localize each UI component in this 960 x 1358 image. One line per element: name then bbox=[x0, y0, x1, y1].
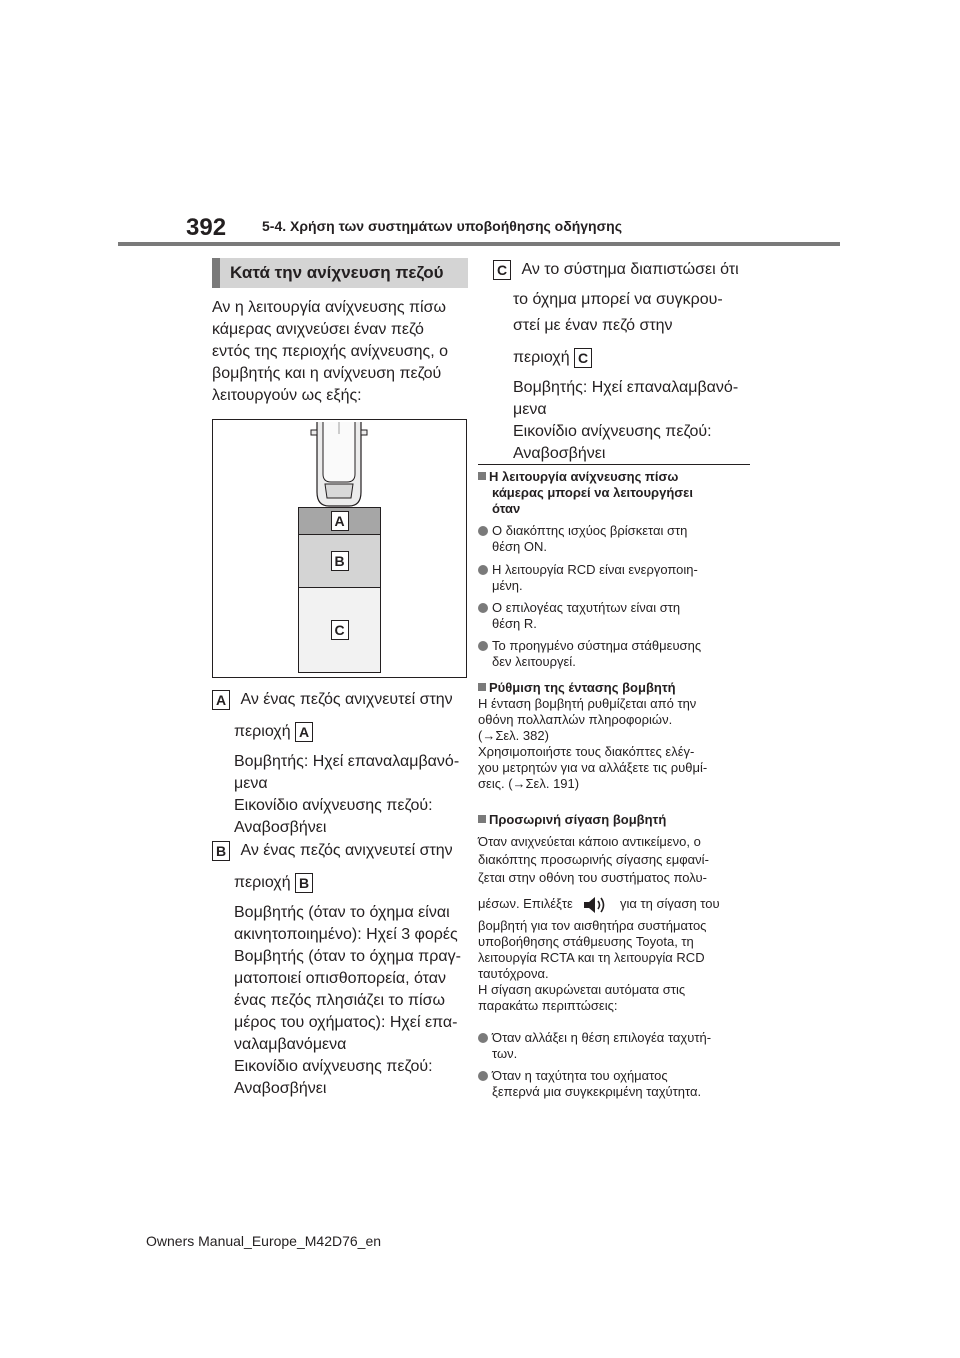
item-c-badge: C bbox=[493, 260, 511, 280]
header-rule bbox=[118, 242, 840, 246]
condition-bullet: Η λειτουργία RCD είναι ενεργοποιη- μένη. bbox=[478, 562, 757, 594]
zone-c bbox=[298, 587, 381, 673]
item-b-badge: B bbox=[212, 841, 230, 861]
square-marker-icon bbox=[478, 472, 486, 480]
page-reference-link[interactable]: (→Σελ. 382) bbox=[478, 728, 549, 743]
page-number: 392 bbox=[186, 214, 227, 241]
mute-bullet: Όταν η ταχύτητα του οχήματος ξεπερνά μια συγκεκριμένη ταχύτητα. bbox=[478, 1068, 764, 1100]
condition-bullet: Ο επιλογέας ταχυτήτων είναι στη θέση R. bbox=[478, 600, 757, 632]
subsection-rule bbox=[478, 464, 750, 465]
zone-a bbox=[298, 507, 381, 535]
item-b: B Αν ένας πεζός ανιχνευτεί στην περιοχή B Βομβητής (όταν το όχημα είναι ακινητοποιημένο): Ηχεί 3 φορές Βομβητής (όταν το όχημα πραγ- ματοποιεί οπισθοπορεία, όταν ένας πεζός πλησιάζει το πίσω μέρος του οχήματος): Ηχεί επα- ναλαμβανόμενα Εικονίδιο ανίχνευσης πεζού: Αναβοσβήνει bbox=[212, 840, 474, 1100]
zone-c-label: C bbox=[331, 620, 349, 640]
bullet-dot-icon bbox=[478, 526, 488, 536]
mute-title: Προσωρινή σίγαση βομβητή bbox=[489, 812, 667, 827]
mute-bullet: Όταν αλλάξει η θέση επιλογέα ταχυτή- των. bbox=[478, 1030, 764, 1062]
zone-b-label: B bbox=[331, 551, 349, 571]
car-top-view-icon bbox=[309, 422, 369, 510]
item-c: C Αν το σύστημα διαπιστώσει ότι το όχημα μπορεί να συγκρου- στεί με έναν πεζό στην περιοχή C Βομβητής: Ηχεί επαναλαμβανό- μενα Εικονίδιο ανίχνευσης πεζού: Αναβοσβήνει bbox=[493, 259, 755, 465]
square-marker-icon bbox=[478, 815, 486, 823]
bullet-dot-icon bbox=[478, 565, 488, 575]
condition-bullet: Το προηγμένο σύστημα στάθμευσης δεν λειτουργεί. bbox=[478, 638, 757, 670]
volume-title: Ρύθμιση της έντασης βομβητή bbox=[489, 680, 676, 695]
volume-section: Ρύθμιση της έντασης βομβητή Η ένταση βομβητή ρυθμίζεται από την οθόνη πολλαπλών πληροφοριών. (→Σελ. 382) Χρησιμοποιήστε τους διακόπτες ελέγ- χου μετρητών για να αλλάξετε τις ρυθμί- σεις. (→Σελ. 191) bbox=[478, 680, 750, 792]
detection-area-figure bbox=[212, 419, 467, 678]
item-a: A Αν ένας πεζός ανιχνευτεί στην περιοχή A Βομβητής: Ηχεί επαναλαμβανό- μενα Εικονίδιο ανίχνευσης πεζού: Αναβοσβήνει bbox=[212, 689, 474, 839]
bullet-dot-icon bbox=[478, 1071, 488, 1081]
mute-section: Προσωρινή σίγαση βομβητή Όταν ανιχνεύεται κάποιο αντικείμενο, ο διακόπτης προσωρινής σίγασης εμφανί- ζεται στην οθόνη του συστήματος πολυ- μέσων. Επιλέξτε για τη σίγαση του βομβητή για τον αισθητήρα συστήματος υποβοήθησης στάθμευσης Toyota, τη λειτουργία RCTA και τη λειτουργία RCD ταυτόχρονα. Η σίγαση ακυρώνεται αυτόματα στις παρακάτω περιπτώσεις: bbox=[478, 812, 720, 1013]
section-heading: Κατά την ανίχνευση πεζού bbox=[212, 258, 468, 288]
footer-manual-id: Owners Manual_Europe_M42D76_en bbox=[146, 1233, 382, 1249]
intro-paragraph: Αν η λειτουργία ανίχνευσης πίσω κάμερας ανιχνεύσει έναν πεζό εντός της περιοχής ανίχνευσης, ο βομβητής και η ανίχνευση πεζού λειτουργούν ως εξής: bbox=[212, 299, 448, 404]
page-reference-link[interactable]: σεις. (→Σελ. 191) bbox=[478, 776, 580, 791]
conditions-title: Η λειτουργία ανίχνευσης πίσω κάμερας μπορεί να λειτουργήσει όταν bbox=[478, 469, 750, 517]
bullet-dot-icon bbox=[478, 1033, 488, 1043]
bullet-dot-icon bbox=[478, 603, 488, 613]
zone-a-label: A bbox=[331, 511, 349, 531]
zone-b bbox=[298, 534, 381, 588]
bullet-dot-icon bbox=[478, 641, 488, 651]
speaker-mute-icon bbox=[582, 895, 610, 915]
condition-bullet: Ο διακόπτης ισχύος βρίσκεται στη θέση ON. bbox=[478, 523, 757, 555]
item-a-badge: A bbox=[212, 690, 230, 710]
chapter-title: 5-4. Χρήση των συστημάτων υποβοήθησης οδήγησης bbox=[262, 218, 623, 234]
square-marker-icon bbox=[478, 683, 486, 691]
